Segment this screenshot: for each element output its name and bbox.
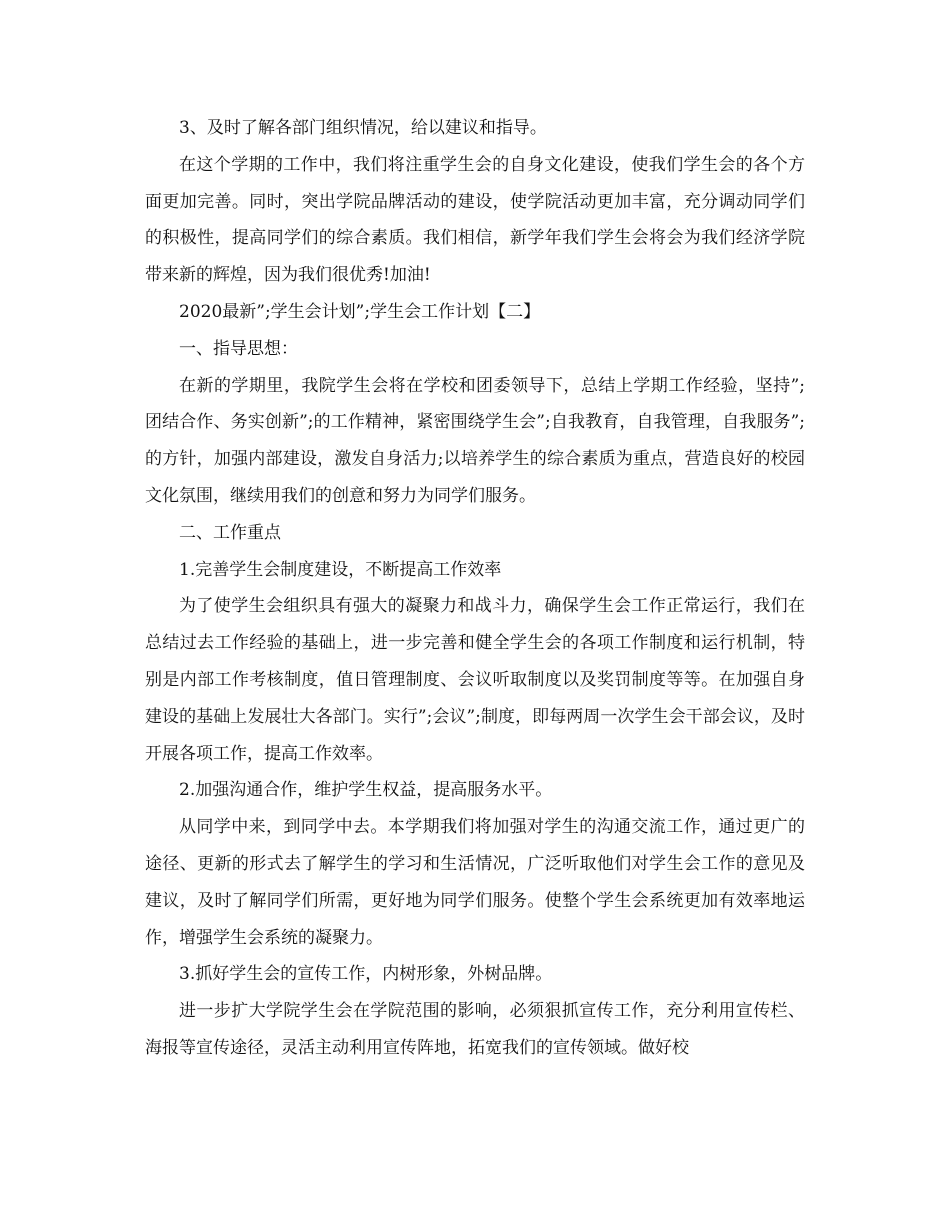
paragraph-7: 进一步扩大学院学生会在学院范围的影响，必须狠抓宣传工作，充分利用宣传栏、海报等宣传途径，灵活主动利用宣传阵地，拓宽我们的宣传领域。做好校	[145, 1001, 805, 1058]
paragraph-4: 在新的学期里，我院学生会将在学校和团委领导下，总结上学期工作经验，坚持”;团结合作、务实创新”;的工作精神，紧密围绕学生会”;自我教育，自我管理，自我服务”;的方针，加强内部建设，激发自身活力;以培养学生的综合素质为重点，营造良好的校园文化氛围，继续用我们的创意和努力为同学们服务。	[145, 375, 805, 506]
section-heading-guiding-ideology: 一、指导思想：	[179, 338, 298, 359]
paragraph-2: 在这个学期的工作中，我们将注重学生会的自身文化建设，使我们学生会的各个方面更加完善。同时，突出学院品牌活动的建设，使学院活动更加丰富，充分调动同学们的积极性，提高同学们的综合素质。我们相信，新学年我们学生会将会为我们经济学院带来新的辉煌，因为我们很优秀!加油!	[145, 154, 805, 286]
paragraph-5: 为了使学生会组织具有强大的凝聚力和战斗力，确保学生会工作正常运行，我们在总结过去工作经验的基础上，进一步完善和健全学生会的各项工作制度和运行机制，特别是内部工作考核制度，值日管理制度、会议听取制度以及奖罚制度等等。在加强自身建设的基础上发展壮大各部门。实行”;会议”;制度，即每两周一次学生会干部会议，及时开展各项工作，提高工作效率。	[145, 596, 805, 764]
paragraph-1: 3、及时了解各部门组织情况，给以建议和指导。	[179, 118, 547, 138]
subheading-3: 3.抓好学生会的宣传工作，内树形象，外树品牌。	[179, 964, 553, 985]
paragraph-6: 从同学中来，到同学中去。本学期我们将加强对学生的沟通交流工作，通过更广的途径、更新的形式去了解学生的学习和生活情况，广泛听取他们对学生会工作的意见及建议，及时了解同学们所需，更好地为同学们服务。使整个学生会系统更加有效率地运作，增强学生会系统的凝聚力。	[145, 817, 805, 948]
paragraph-3: 2020最新”;学生会计划”;学生会工作计划【二】	[179, 301, 541, 322]
subheading-2: 2.加强沟通合作，维护学生权益，提高服务水平。	[179, 780, 553, 801]
document-body	[145, 110, 805, 1067]
subheading-1: 1.完善学生会制度建设，不断提高工作效率	[179, 559, 502, 580]
section-heading-work-focus: 二、工作重点	[179, 522, 281, 543]
